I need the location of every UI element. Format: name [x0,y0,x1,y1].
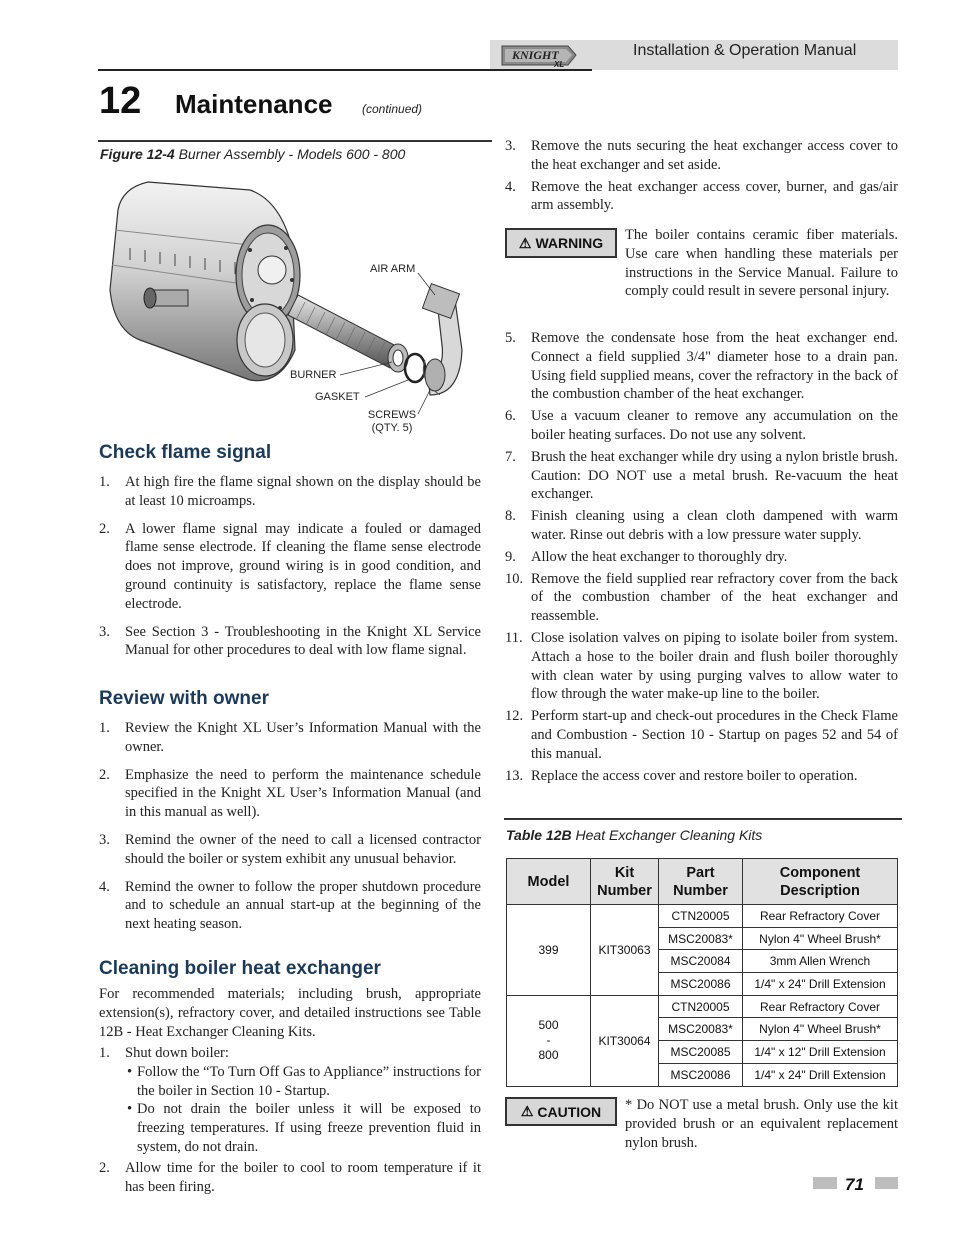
label-air-arm: AIR ARM [370,263,416,275]
cell-description: Nylon 4" Wheel Brush* [743,1018,898,1041]
cell-description: Rear Refractory Cover [743,995,898,1018]
list-item: 13. Replace the access cover and restore boiler to operation. [505,767,858,784]
table-row [507,905,898,928]
label-screws [362,409,422,435]
figure-top-rule [98,140,492,142]
col-header-part-number: Part Number [659,859,743,905]
list-item: 3. See Section 3 - Troubleshooting in the Knight XL Service Manual for other procedures to deal with low flame signal. [99,623,481,659]
cleaning-intro: For recommended materials; including brush, appropriate extension(s), refractory cover, and detailed instructions see Table 12B - Heat Exchanger Cleaning Kits. [99,986,481,1040]
cell-part: MSC20085 [659,1041,743,1064]
section-number: 12 [99,80,142,122]
list-item: 1. At high fire the flame signal shown on the display should be at least 10 microamps. [99,474,481,509]
cell-kit: KIT30063 [591,905,659,996]
bullet-item: • Follow the “To Turn Off Gas to Appliance” instructions for the boiler in Section 10 - Startup. [127,1063,481,1099]
list-item: 2. Allow time for the boiler to cool to room temperature if it has been firing. [99,1159,481,1195]
list-item: 1. Review the Knight XL User’s Information Manual with the owner. [99,720,481,755]
cell-part: MSC20083* [659,1018,743,1041]
cell-part: CTN20005 [659,905,743,928]
cleaning-list-right-b [505,329,898,785]
list-item: 9. Allow the heat exchanger to thoroughly dry. [505,548,788,565]
manual-title: Installation & Operation Manual [633,42,857,59]
cell-model: 500 - 800 [507,995,591,1086]
cell-part: MSC20086 [659,973,743,996]
list-item: 5. Remove the condensate hose from the heat exchanger end. Connect a field supplied 3/4" diameter hose to a drain pan. Using field supplied means, cover the refractory in the back of the combustion chamber of the heat exchanger. [505,330,898,403]
list-item: 2. A lower flame signal may indicate a fouled or damaged flame sense electrode. If cleaning the flame sense electrode does not improve, ground wiring is in good condition, and ground continuity is satisfactory, replace the flame sense electrode. [99,520,481,612]
page-number-bar-right [875,1177,898,1189]
page-number: 71 [845,1175,864,1194]
label-screws-qty: (QTY. 5) [371,422,413,434]
figure-caption-text: Burner Assembly - Models 600 - 800 [178,146,406,162]
table-top-rule [504,818,902,820]
cleaning-kits-table [506,858,898,1087]
list-item: 11. Close isolation valves on piping to isolate boiler from system. Attach a hose to the boiler drain and flush boiler thoroughly with clean water by using purging valves to allow water to flow through the water make-up line to the boiler. [505,629,898,703]
figure-caption [100,146,405,162]
cell-part: MSC20084 [659,950,743,973]
list-item: 3. Remove the nuts securing the heat exchanger access cover to the heat exchanger and set aside. [505,138,898,173]
cell-model: 399 [507,905,591,996]
figure-number: Figure 12-4 [100,146,175,162]
section-continued: (continued) [362,102,423,116]
page-number-bar-left [813,1177,837,1189]
label-gasket: GASKET [315,391,360,403]
warning-badge: ⚠ WARNING [505,228,617,258]
table-header-row [507,859,898,905]
heading-cleaning-heat-exchanger: Cleaning boiler heat exchanger [99,958,381,979]
label-screws-text: SCREWS [367,409,417,421]
cell-part: CTN20005 [659,995,743,1018]
cell-description: 1/4" x 24" Drill Extension [743,1063,898,1086]
cleaning-list-left [99,1044,481,1196]
table-row [507,995,898,1018]
check-flame-list [99,473,481,660]
svg-text:KNIGHT: KNIGHT [512,48,559,62]
list-item: 7. Brush the heat exchanger while dry using a nylon bristle brush. Caution: DO NOT use a metal brush. Re-vacuum the heat exchanger. [505,448,898,503]
heading-check-flame-signal: Check flame signal [99,442,272,463]
list-item: 1. Shut down boiler: [99,1045,229,1061]
col-header-component: Component Description [743,859,898,905]
caution-text: * Do NOT use a metal brush. Only use the kit provided brush or an equivalent replacement nylon brush. [625,1097,898,1151]
col-header-kit-number: Kit Number [591,859,659,905]
svg-text:XL: XL [554,60,565,69]
list-item: 2. Emphasize the need to perform the maintenance schedule specified in the Knight XL User’s Information Manual (and in this manual as well). [99,766,481,821]
cell-description: 1/4" x 12" Drill Extension [743,1041,898,1064]
caution-triangle-icon: ⚠ [520,1103,534,1119]
table-number: Table 12B [506,827,572,843]
list-item: 12. Perform start-up and check-out procedures in the Check Flame and Combustion - Section 10 - Startup on pages 52 and 54 of this manual. [505,708,898,762]
list-item: 6. Use a vacuum cleaner to remove any accumulation on the boiler heating surfaces. Do not use any solvent. [505,408,898,443]
caution-badge: ⚠ CAUTION [505,1097,617,1126]
list-item: 10. Remove the field supplied rear refractory cover from the back of the combustion chamber of the heat exchanger and reassemble. [505,570,898,625]
table-caption-text: Heat Exchanger Cleaning Kits [575,827,763,843]
warning-triangle-icon: ⚠ [518,234,532,251]
section-title: Maintenance [175,89,333,119]
list-item: 8. Finish cleaning using a clean cloth dampened with warm water. Rinse out debris with a low pressure water supply. [505,508,898,543]
cell-description: Rear Refractory Cover [743,905,898,928]
warning-text: The boiler contains ceramic fiber materials. Use care when handling these materials per instructions in the Service Manual. Failure to comply could result in severe personal injury. [625,227,898,300]
review-owner-list [99,719,481,934]
bullet-item: • Do not drain the boiler unless it will be exposed to freezing temperatures. If using freeze prevention fluid in system, do not drain. [127,1101,481,1155]
label-burner: BURNER [290,369,337,381]
header-rule [98,69,592,71]
burner-assembly-illustration [100,170,495,440]
cell-kit: KIT30064 [591,995,659,1086]
heading-review-with-owner: Review with owner [99,688,269,709]
table-caption [506,827,762,843]
list-item: 3. Remind the owner of the need to call a licensed contractor should the boiler or system exhibit any unusual behavior. [99,831,481,867]
cleaning-list-right-a [505,137,898,215]
list-item: 4. Remove the heat exchanger access cover, burner, and gas/air arm assembly. [505,178,898,214]
list-item: 4. Remind the owner to follow the proper shutdown procedure and to schedule an annual start-up at the beginning of the next heating season. [99,878,481,933]
cell-part: MSC20086 [659,1063,743,1086]
cell-description: Nylon 4" Wheel Brush* [743,927,898,950]
knight-xl-logo [498,42,582,69]
cell-part: MSC20083* [659,927,743,950]
col-header-model: Model [507,859,591,905]
cell-description: 1/4" x 24" Drill Extension [743,973,898,996]
cell-description: 3mm Allen Wrench [743,950,898,973]
